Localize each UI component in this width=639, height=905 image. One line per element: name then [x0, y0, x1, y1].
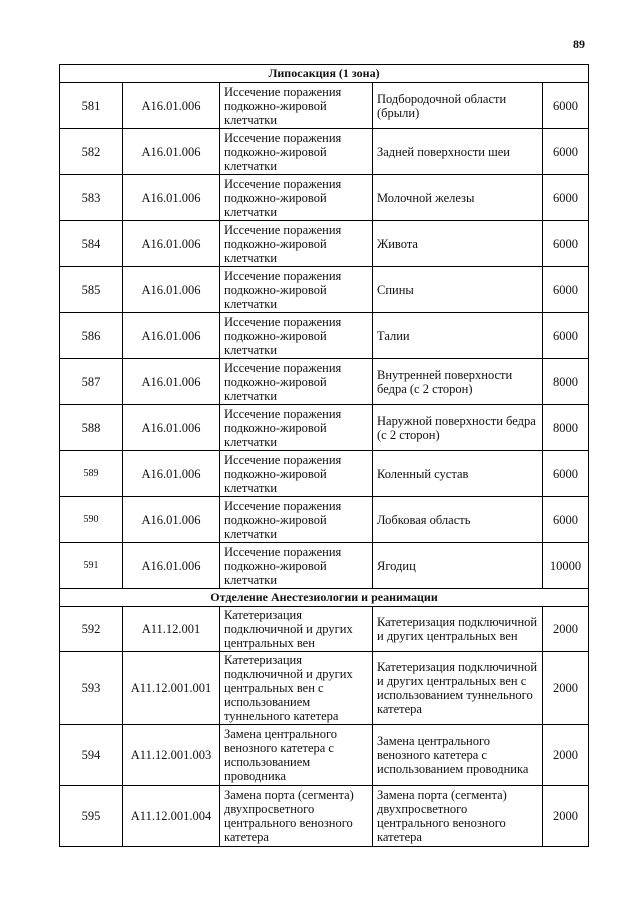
row-number: 582: [60, 129, 123, 175]
table-row: [60, 175, 589, 221]
row-number: 584: [60, 221, 123, 267]
price: 6000: [543, 313, 589, 359]
service-detail: Живота: [373, 221, 543, 267]
price-table: [59, 64, 589, 847]
price: 6000: [543, 175, 589, 221]
table-row: [60, 607, 589, 652]
price: 10000: [543, 543, 589, 589]
service-code: A16.01.006: [123, 359, 220, 405]
service-detail: Катетеризация подключичной и других центральных вен: [373, 607, 543, 652]
service-name: Иссечение поражения подкожно-жировой клетчатки: [220, 267, 373, 313]
row-number: 594: [60, 725, 123, 786]
price: 6000: [543, 221, 589, 267]
price: 8000: [543, 359, 589, 405]
service-code: A16.01.006: [123, 175, 220, 221]
service-name: Катетеризация подключичной и других центральных вен: [220, 607, 373, 652]
row-number: 588: [60, 405, 123, 451]
service-name: Иссечение поражения подкожно-жировой клетчатки: [220, 129, 373, 175]
price: 6000: [543, 497, 589, 543]
price: 8000: [543, 405, 589, 451]
service-code: A16.01.006: [123, 497, 220, 543]
table-row: [60, 405, 589, 451]
section-header-liposuction: [60, 65, 589, 83]
service-code: A16.01.006: [123, 129, 220, 175]
service-name: Катетеризация подключичной и других центральных вен с использованием туннельного катетера: [220, 652, 373, 725]
table-row: [60, 451, 589, 497]
table-row: [60, 221, 589, 267]
service-detail: Талии: [373, 313, 543, 359]
service-detail: Коленный сустав: [373, 451, 543, 497]
row-number: 585: [60, 267, 123, 313]
price: 6000: [543, 129, 589, 175]
service-detail: Катетеризация подключичной и других центральных вен с использованием туннельного катетера: [373, 652, 543, 725]
service-name: Иссечение поражения подкожно-жировой клетчатки: [220, 543, 373, 589]
service-detail: Замена центрального венозного катетера с использованием проводника: [373, 725, 543, 786]
service-code: A11.12.001.004: [123, 786, 220, 847]
service-detail: Молочной железы: [373, 175, 543, 221]
service-code: A11.12.001.001: [123, 652, 220, 725]
table-row: [60, 652, 589, 725]
service-name: Иссечение поражения подкожно-жировой клетчатки: [220, 359, 373, 405]
service-detail: Внутренней поверхности бедра (с 2 сторон): [373, 359, 543, 405]
service-detail: Ягодиц: [373, 543, 543, 589]
row-number: 586: [60, 313, 123, 359]
price: 6000: [543, 83, 589, 129]
price: 2000: [543, 786, 589, 847]
service-name: Иссечение поражения подкожно-жировой клетчатки: [220, 221, 373, 267]
price: 2000: [543, 607, 589, 652]
service-detail: Лобковая область: [373, 497, 543, 543]
row-number: 595: [60, 786, 123, 847]
service-name: Иссечение поражения подкожно-жировой клетчатки: [220, 405, 373, 451]
service-code: A16.01.006: [123, 221, 220, 267]
row-number: 592: [60, 607, 123, 652]
section-header-anesthesiology: [60, 589, 589, 607]
price: 6000: [543, 267, 589, 313]
row-number: 581: [60, 83, 123, 129]
row-number: 587: [60, 359, 123, 405]
table-row: [60, 725, 589, 786]
table-row: [60, 359, 589, 405]
service-detail: Замена порта (сегмента) двухпросветного центрального венозного катетера: [373, 786, 543, 847]
table-row: [60, 129, 589, 175]
price: 2000: [543, 652, 589, 725]
row-number: 583: [60, 175, 123, 221]
service-name: Иссечение поражения подкожно-жировой клетчатки: [220, 451, 373, 497]
service-name: Иссечение поражения подкожно-жировой клетчатки: [220, 313, 373, 359]
price: 6000: [543, 451, 589, 497]
service-code: A16.01.006: [123, 451, 220, 497]
page-number: 89: [573, 37, 585, 51]
service-detail: Наружной поверхности бедра (с 2 сторон): [373, 405, 543, 451]
service-code: A11.12.001: [123, 607, 220, 652]
table-row: [60, 83, 589, 129]
service-name: Замена центрального венозного катетера с использованием проводника: [220, 725, 373, 786]
service-code: A11.12.001.003: [123, 725, 220, 786]
section-title: Липосакция (1 зона): [60, 65, 589, 83]
row-number: 590: [60, 497, 123, 543]
table-row: [60, 543, 589, 589]
service-detail: Задней поверхности шеи: [373, 129, 543, 175]
service-code: A16.01.006: [123, 267, 220, 313]
table-row: [60, 786, 589, 847]
service-name: Иссечение поражения подкожно-жировой клетчатки: [220, 83, 373, 129]
service-code: A16.01.006: [123, 83, 220, 129]
table-row: [60, 497, 589, 543]
section-title: Отделение Анестезиологии и реанимации: [60, 589, 589, 607]
service-detail: Подбородочной области (брыли): [373, 83, 543, 129]
service-code: A16.01.006: [123, 543, 220, 589]
service-name: Замена порта (сегмента) двухпросветного центрального венозного катетера: [220, 786, 373, 847]
service-code: A16.01.006: [123, 405, 220, 451]
row-number: 589: [60, 451, 123, 497]
row-number: 591: [60, 543, 123, 589]
service-name: Иссечение поражения подкожно-жировой клетчатки: [220, 175, 373, 221]
price: 2000: [543, 725, 589, 786]
service-code: A16.01.006: [123, 313, 220, 359]
table-row: [60, 313, 589, 359]
table-row: [60, 267, 589, 313]
row-number: 593: [60, 652, 123, 725]
service-name: Иссечение поражения подкожно-жировой клетчатки: [220, 497, 373, 543]
service-detail: Спины: [373, 267, 543, 313]
